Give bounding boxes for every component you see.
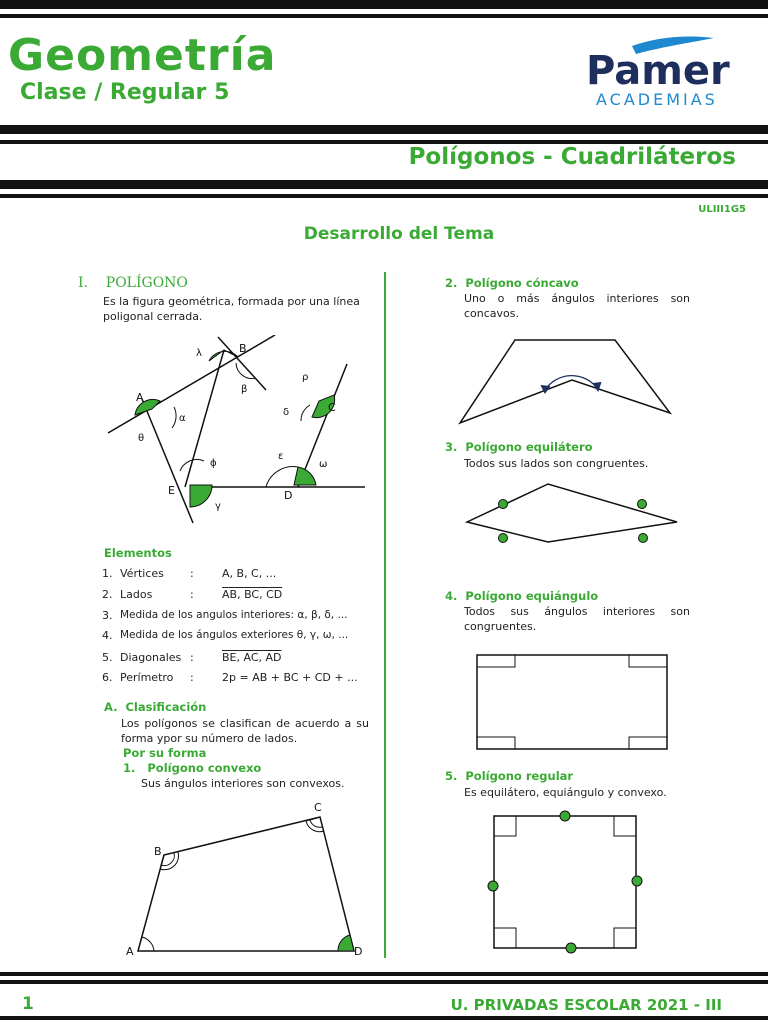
element-item	[102, 566, 372, 587]
classification-text: Los polígonos se clasifican de acuerdo a su forma ypor su número de lados.	[121, 717, 369, 745]
topic-rule-2	[0, 194, 768, 198]
element-value: AB, BC, CD	[222, 588, 283, 601]
element-number: 6.	[102, 671, 113, 684]
quad-label-c: C	[314, 801, 322, 814]
concave-polygon-figure	[455, 335, 675, 430]
concave-title: 2. Polígono cóncavo	[445, 276, 579, 290]
vertex-label-e: E	[168, 484, 175, 497]
equiangular-title: 4. Polígono equiángulo	[445, 589, 599, 603]
pentagon-figure	[100, 335, 370, 530]
element-label: Medida de los ángulos exteriores θ, γ, ω, ...	[120, 629, 349, 641]
element-item	[102, 587, 372, 608]
element-item	[102, 670, 372, 690]
angle-label-epsilon: ε	[278, 451, 284, 462]
quad-label-b: B	[154, 845, 162, 858]
elements-list	[102, 566, 372, 690]
unit-code: ULIII1G5	[698, 204, 746, 215]
equilateral-text: Todos sus lados son congruentes.	[464, 457, 649, 470]
page-number: 1	[22, 994, 34, 1014]
polygon-definition: Es la figura geométrica, formada por una línea poligonal cerrada.	[103, 295, 360, 323]
rhombus-figure	[460, 482, 682, 548]
convex-text: Sus ángulos interiores son convexos.	[141, 777, 345, 790]
regular-title: 5. Polígono regular	[445, 769, 574, 783]
element-label: Diagonales	[120, 651, 182, 664]
angle-label-beta: β	[241, 384, 248, 395]
page-subtitle: Clase / Regular 5	[20, 80, 230, 105]
element-number: 4.	[102, 629, 113, 642]
logo-wordmark: Pamer	[586, 48, 730, 94]
by-shape-title: Por su forma	[123, 746, 207, 760]
angle-label-gamma: γ	[215, 501, 221, 512]
element-value: BE, AC, AD	[222, 651, 282, 664]
angle-label-theta: θ	[138, 433, 145, 444]
vertex-label-a: A	[136, 391, 144, 404]
angle-label-alpha: α	[179, 413, 186, 424]
element-number: 2.	[102, 588, 113, 601]
element-item	[102, 628, 372, 650]
column-divider	[384, 272, 386, 958]
logo-subtext: ACADEMIAS	[596, 90, 718, 109]
topic-rule-1	[0, 180, 768, 189]
element-label: Vértices	[120, 567, 164, 580]
element-number: 1.	[102, 567, 113, 580]
rectangle-figure	[474, 652, 670, 752]
vertex-label-c: C	[328, 401, 336, 414]
quad-label-a: A	[126, 945, 134, 958]
header-rule-1	[0, 125, 768, 134]
footer-rule-3	[0, 1016, 768, 1020]
element-number: 5.	[102, 651, 113, 664]
element-label: Lados	[120, 588, 153, 601]
section-title: Desarrollo del Tema	[303, 224, 495, 244]
element-value: 2p = AB + BC + CD + ...	[222, 671, 358, 684]
angle-label-rho: ρ	[302, 372, 309, 383]
square-figure	[484, 806, 644, 956]
element-label: Perímetro	[120, 671, 174, 684]
topic-title: Polígonos - Cuadriláteros	[408, 144, 736, 170]
element-sep: :	[190, 588, 194, 601]
element-sep: :	[190, 651, 194, 664]
top-rule-2	[0, 14, 768, 18]
element-label: Medida de los angulos interiores: α, β, δ, ...	[120, 609, 348, 621]
classification-title: A. Clasificación	[104, 700, 207, 714]
element-number: 3.	[102, 609, 113, 622]
element-sep: :	[190, 567, 194, 580]
convex-quadrilateral-figure	[120, 795, 370, 965]
angle-label-delta: δ	[283, 407, 290, 418]
elements-title: Elementos	[104, 546, 172, 560]
concave-text: Uno o más ángulos interiores son concavos.	[464, 292, 690, 320]
footer-label: U. PRIVADAS ESCOLAR 2021 - III	[450, 996, 722, 1014]
footer-rule-1	[0, 972, 768, 976]
brand-logo	[586, 32, 756, 112]
element-sep: :	[190, 671, 194, 684]
element-item	[102, 650, 372, 670]
regular-text: Es equilátero, equiángulo y convexo.	[464, 786, 667, 799]
convex-title: 1. Polígono convexo	[123, 761, 262, 775]
angle-label-phi: ϕ	[210, 458, 217, 469]
element-item	[102, 608, 372, 628]
vertex-label-b: B	[239, 342, 247, 355]
vertex-label-d: D	[284, 489, 293, 502]
quad-label-d: D	[354, 945, 363, 958]
top-rule-1	[0, 0, 768, 9]
footer-rule-2	[0, 980, 768, 984]
equiangular-text: Todos sus ángulos interiores son congruentes.	[464, 605, 690, 633]
angle-label-omega: ω	[319, 459, 328, 470]
angle-label-lambda: λ	[196, 348, 202, 359]
equilateral-title: 3. Polígono equilátero	[445, 440, 593, 454]
page-title: Geometría	[8, 30, 277, 81]
element-value: A, B, C, ...	[222, 567, 277, 580]
polygon-heading: I. POLÍGONO	[78, 275, 188, 291]
